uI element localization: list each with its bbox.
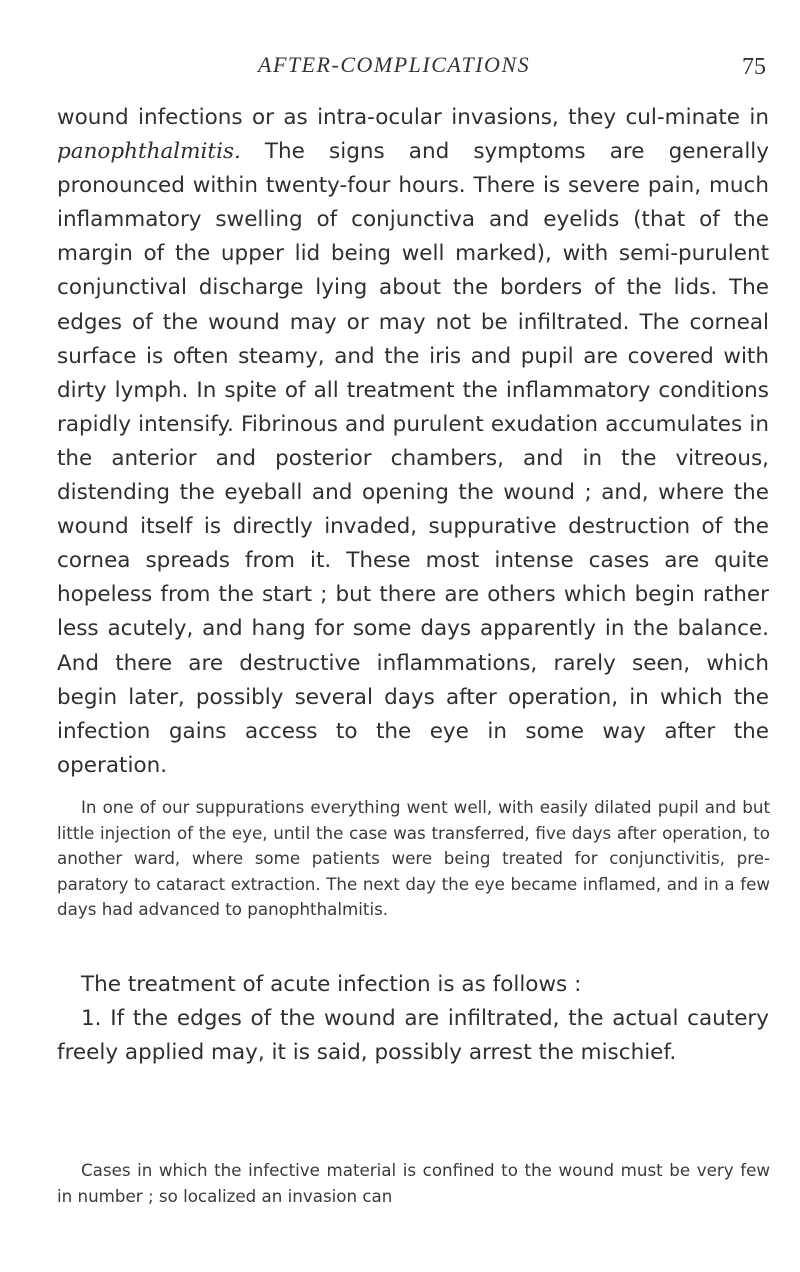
italic-term-panophthalmitis: panophthalmitis. [57, 139, 241, 165]
body-paragraph-1 [57, 101, 769, 783]
page-number: 75 [742, 54, 766, 80]
paragraph-1-lead: wound infections or as intra-ocular invasions, they cul-minate in [57, 105, 769, 130]
treatment-item-1: 1. If the edges of the wound are infiltrated, the actual cautery freely applied may, it is said, possibly arrest the mischief. [57, 1006, 769, 1066]
treatment-intro: The treatment of acute infection is as follows : [81, 972, 582, 997]
case-note-2: Cases in which the infective material is confined to the wound must be very few in number ; so localized an invasion can [57, 1160, 770, 1206]
paragraph-1-rest: The signs and symptoms are generally pronounced within twenty-four hours. There is severe pain, much inflammatory swelling of conjunctiva and eyelids (that of the margin of the upper lid being well marked), with semi-purulent conjunctival discharge lying about the borders of the lids. The edges of the wound may or may not be infiltrated. The corneal surface is often steamy, and the iris and pupil are covered with dirty lymph. In spite of all treatment the inflammatory conditions rapidly intensify. Fibrinous and purulent exudation accumulates in the anterior and posterior chambers, and in the vitreous, distending the eyeball and opening the wound ; and, where the wound itself is directly invaded, suppurative destruction of the cornea spreads from it. These most intense cases are quite hopeless from the start ; but there are others which begin rather less acutely, and hang for some days apparently in the balance. And there are destructive inflammations, rarely seen, which begin later, possibly several days after operation, in which the infection gains access to the eye in some way after the operation. [57, 139, 769, 778]
running-head-title: AFTER-COMPLICATIONS [258, 52, 531, 77]
case-note-1: In one of our suppurations everything went well, with easily dilated pupil and but little injection of the eye, until the case was transferred, five days after operation, to another ward, where some patients were being treated for conjunctivitis, pre-paratory to cataract extraction. The next day the eye became inflamed, and in a few days had advanced to panophthalmitis. [57, 797, 770, 920]
body-paragraph-2 [57, 968, 769, 1070]
